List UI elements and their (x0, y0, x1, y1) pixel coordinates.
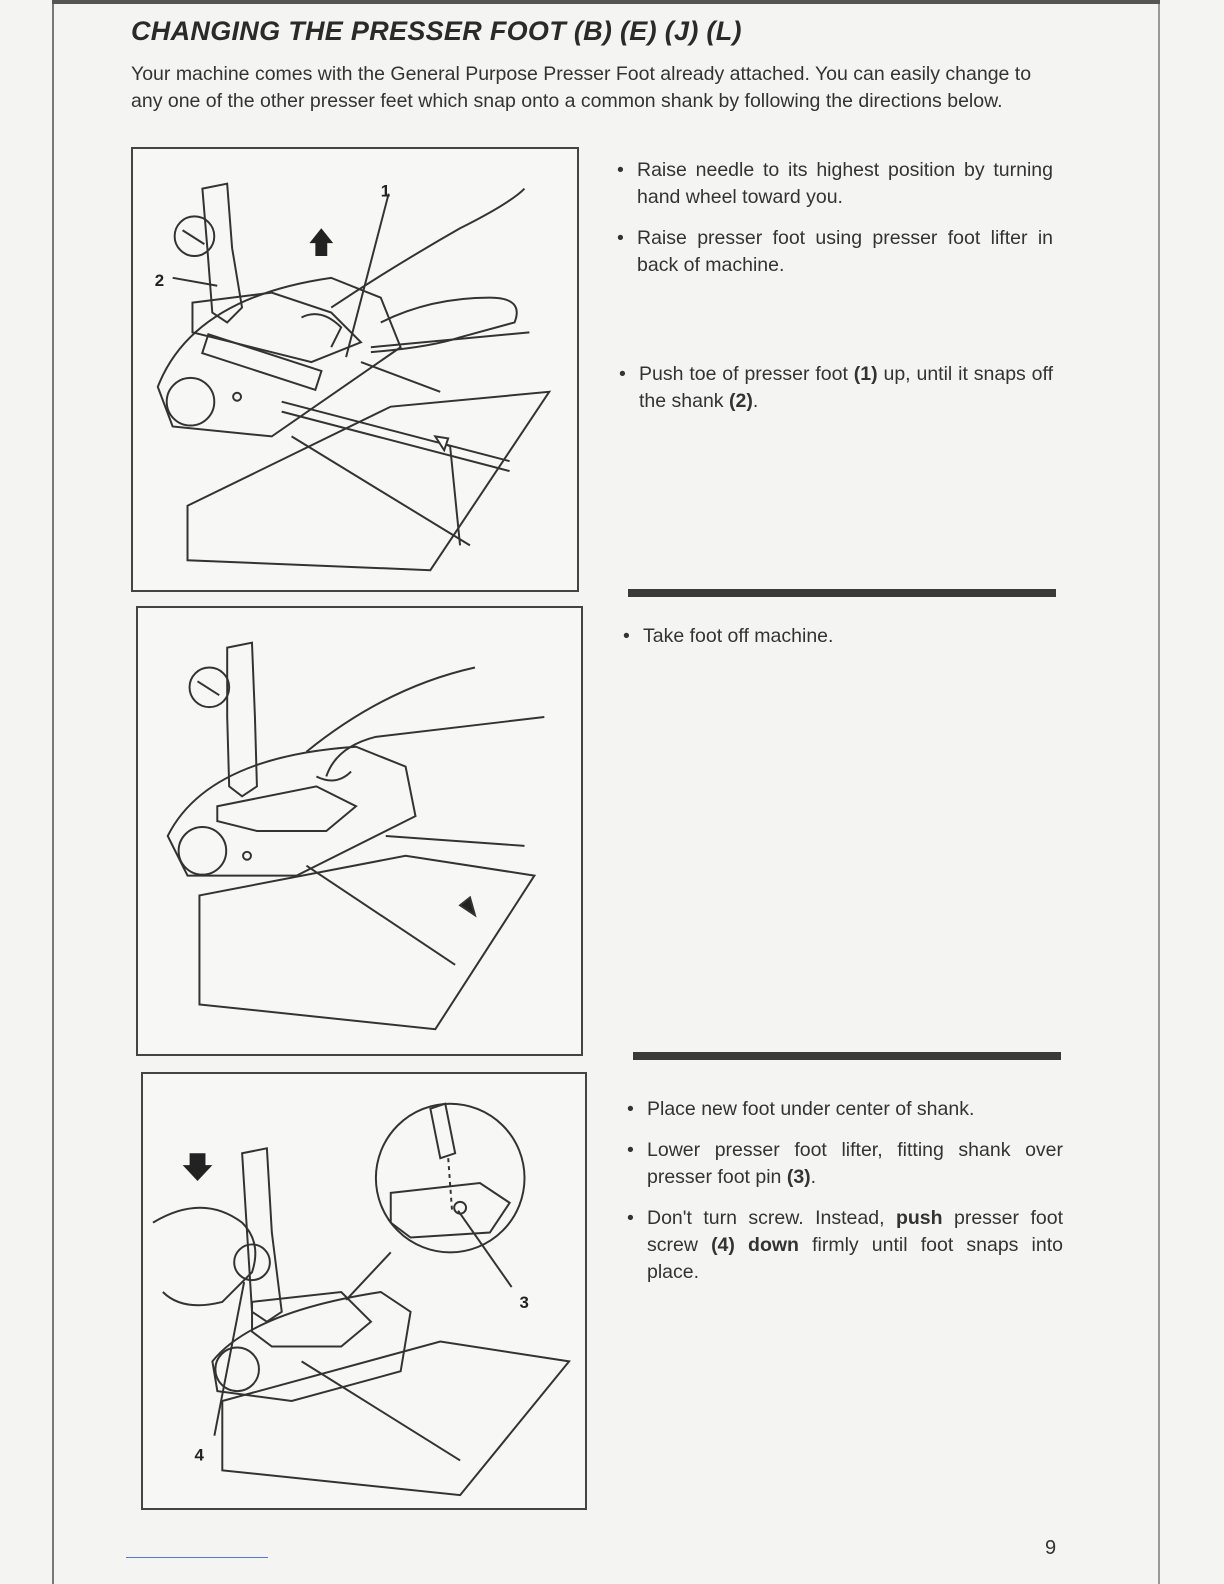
ref-2: (2) (728, 390, 753, 412)
steps-group-3 (627, 1096, 1063, 1300)
callout-1: 1 (380, 181, 391, 201)
ref-4: (4) (711, 1234, 735, 1256)
figure-remove-foot (131, 147, 579, 592)
section-divider (628, 589, 1056, 597)
step-push-screw: • Don't turn screw. Instead, push presser foot screw (4) down firmly until foot snaps into place. (627, 1205, 1063, 1286)
bobbin-cover (215, 1347, 259, 1391)
figure-take-foot-off (136, 606, 583, 1056)
ref-3: (3) (786, 1166, 811, 1188)
page-number: 9 (1045, 1537, 1057, 1559)
step-lower-lifter: • Lower presser foot lifter, fitting shank over presser foot pin (3). (627, 1137, 1063, 1191)
foot-screw (234, 1244, 270, 1280)
presser-foot (192, 293, 360, 362)
page-title: CHANGING THE PRESSER FOOT (B) (E) (J) (L) (131, 16, 742, 46)
emphasis-down: down (748, 1234, 799, 1256)
callout-2: 2 (154, 270, 165, 290)
emphasis-push: push (895, 1207, 943, 1229)
ref-1: (1) (853, 363, 878, 385)
shank (242, 1148, 282, 1321)
step-take-foot-off: • Take foot off machine. (623, 623, 1059, 650)
intro-paragraph: Your machine comes with the General Purpose Presser Foot already attached. You can easily change to any one of the other presser feet which snap onto a common shank by following the directions below. (131, 63, 1032, 112)
illustration-push-toe (133, 149, 577, 590)
steps-group-1 (617, 157, 1053, 293)
footer-underline (126, 1557, 268, 1558)
callout-4: 4 (194, 1445, 204, 1465)
foot-screw (175, 216, 215, 256)
up-arrow-icon (309, 228, 333, 256)
machine-bed (222, 1342, 569, 1496)
machine-bed (199, 856, 534, 1029)
foot-screw (190, 667, 230, 707)
top-border-line (52, 0, 1160, 4)
section-divider-2 (633, 1052, 1061, 1060)
step-push-toe: • Push toe of presser foot (1) up, until it snaps off the shank (2). (619, 361, 1053, 415)
illustration-attach-foot (143, 1074, 585, 1508)
step-raise-presser-foot: • Raise presser foot using presser foot lifter in back of machine. (617, 225, 1053, 279)
steps-group-1b (619, 361, 1053, 429)
shank (227, 643, 257, 797)
step-place-new-foot: • Place new foot under center of shank. (627, 1096, 1063, 1123)
needle-plate (168, 747, 416, 876)
step-raise-needle: • Raise needle to its highest position by turning hand wheel toward you. (617, 157, 1053, 211)
leader-line-3 (458, 1211, 512, 1287)
illustration-take-foot-off (138, 608, 581, 1054)
detail-shank (430, 1104, 455, 1158)
machine-bed (188, 392, 550, 570)
figure-attach-new-foot (141, 1072, 587, 1510)
bobbin-cover (179, 827, 227, 875)
down-arrow-icon (183, 1153, 213, 1181)
callout-3: 3 (519, 1292, 529, 1312)
bobbin-cover (167, 378, 215, 426)
steps-group-2 (623, 623, 1059, 664)
